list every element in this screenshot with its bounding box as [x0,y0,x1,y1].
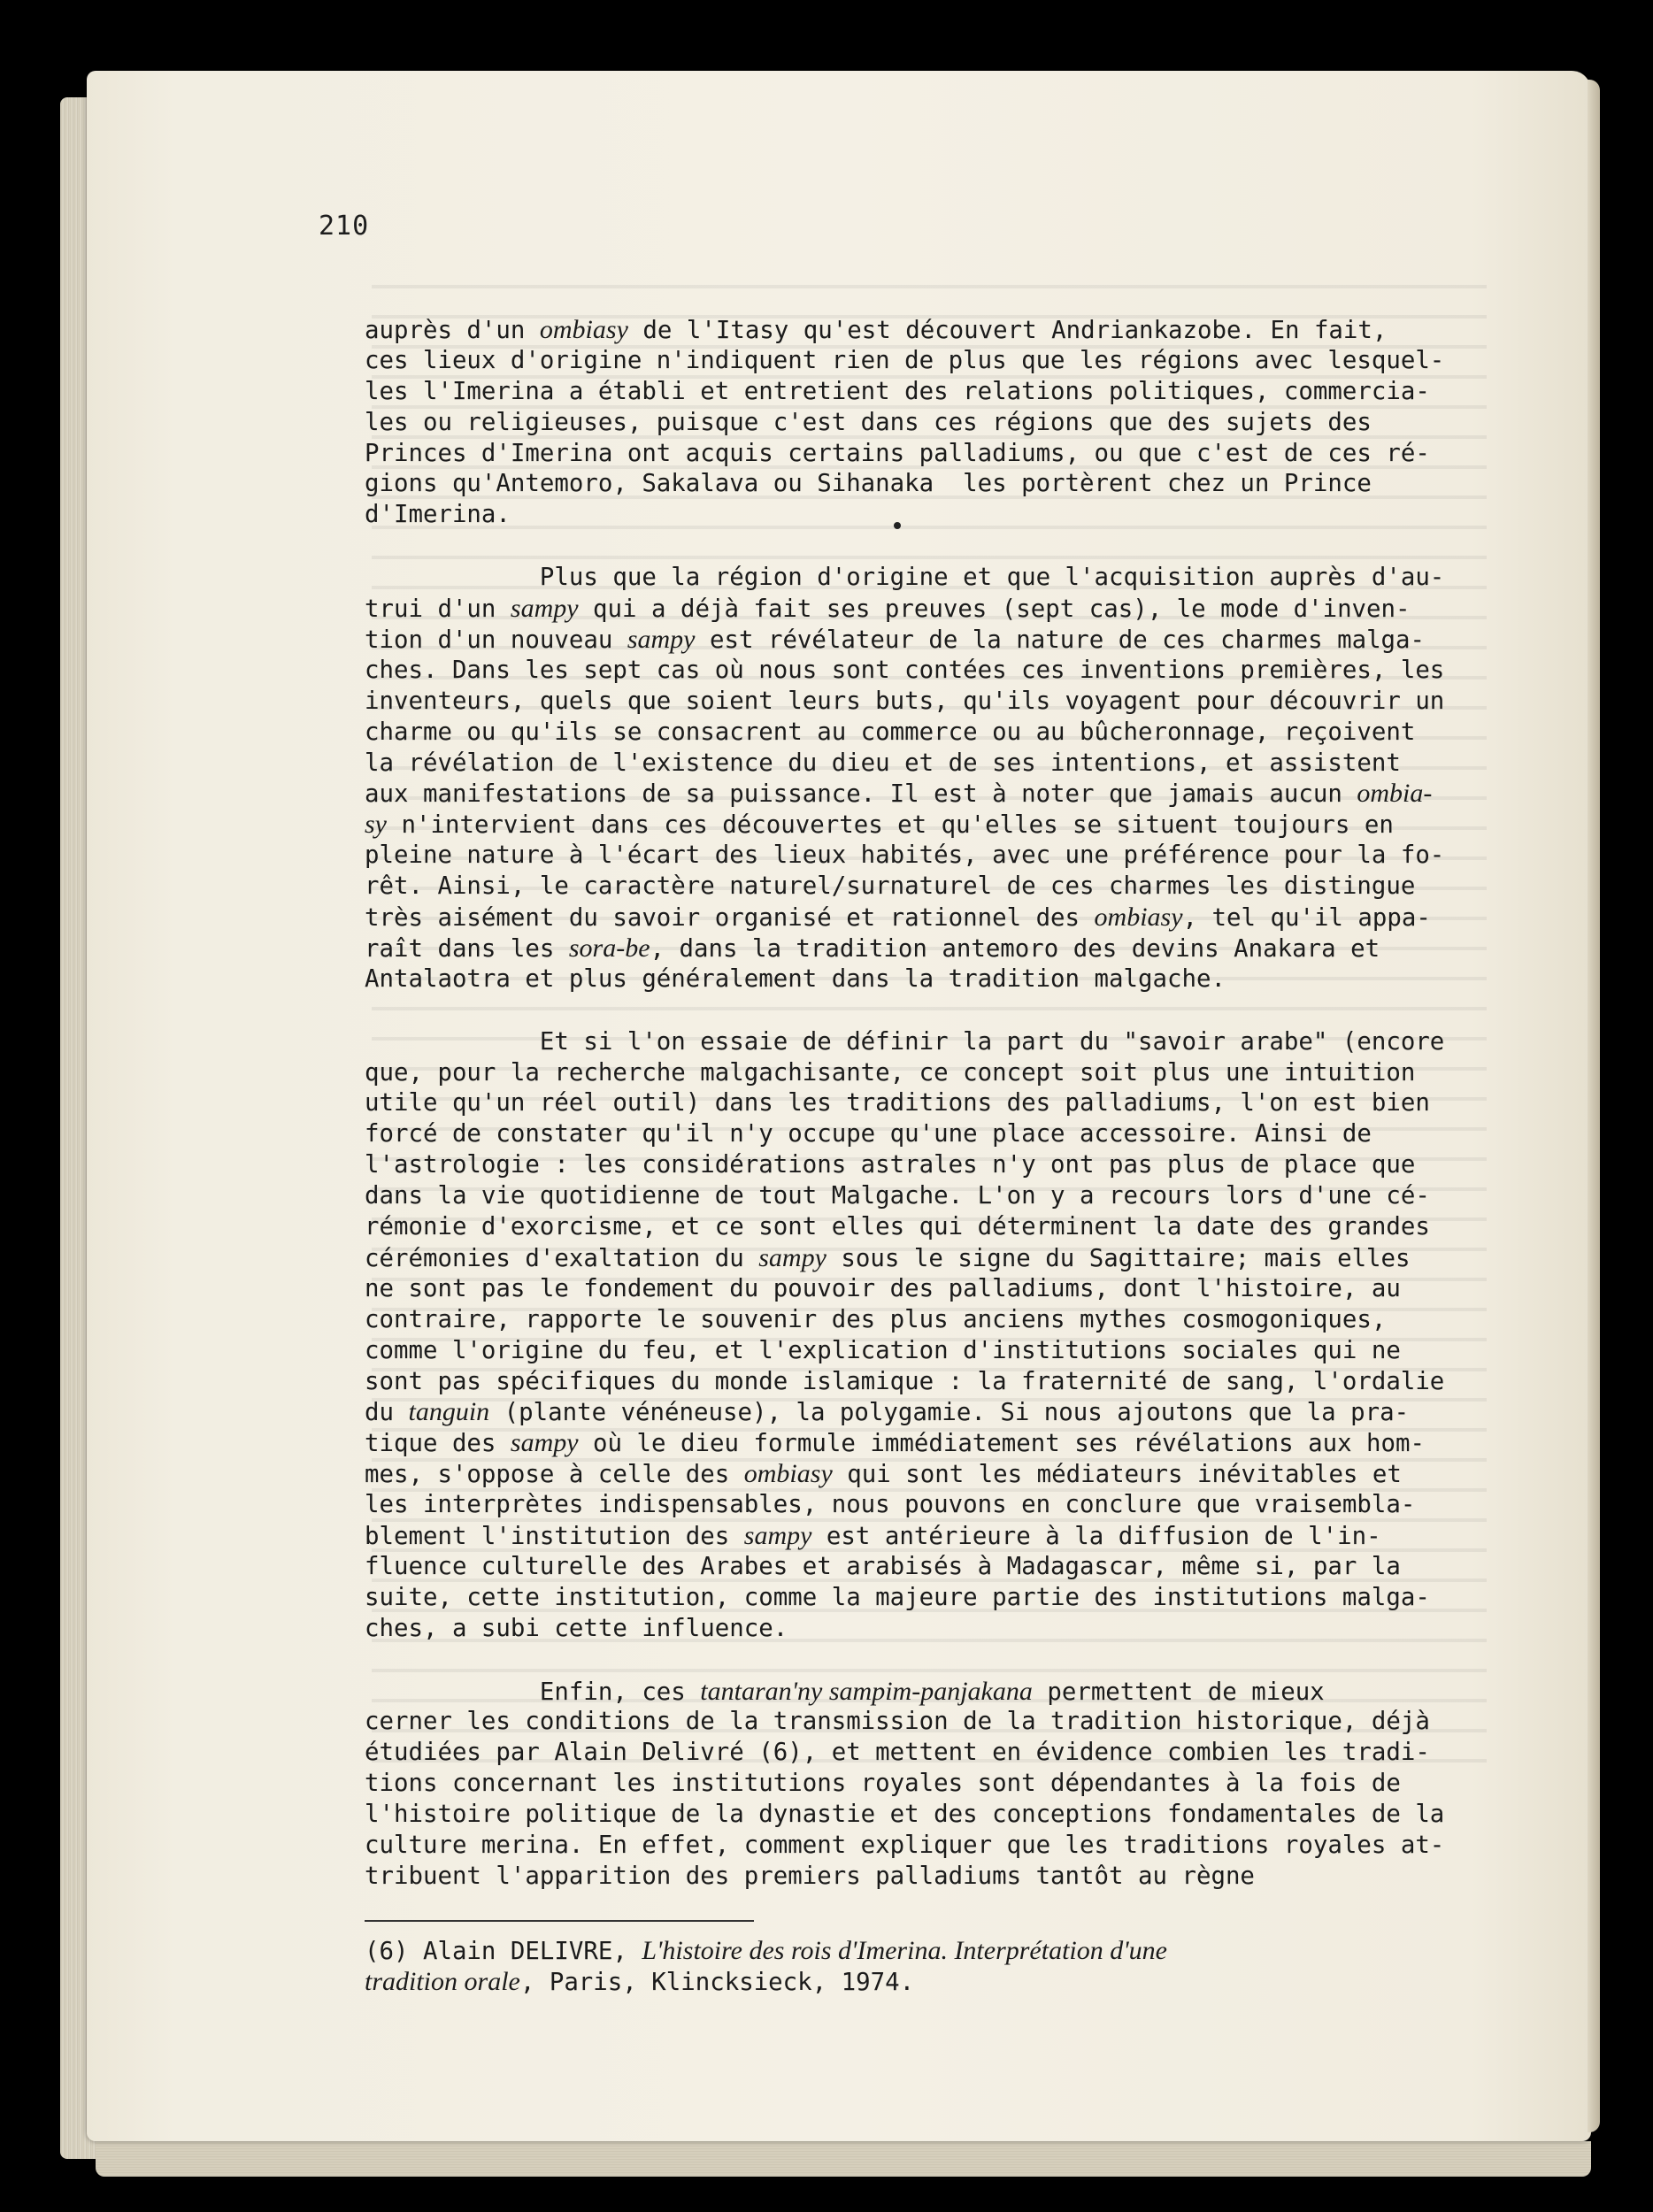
text-line [365,1800,1515,1831]
text-run: raît dans les [365,934,569,963]
text-line [365,1243,1515,1274]
italic-term: sampy [627,625,696,655]
text-run: Plus que la région d'origine et que l'acquisition auprès d'au- [365,564,1445,592]
paragraph-gap [365,531,1515,563]
text-line [365,1367,1515,1398]
text-run: (plante vénéneuse), la polygamie. Si nous ajoutons que la pra- [489,1399,1410,1427]
text-run: les ou religieuses, puisque c'est dans ces régions que des sujets des [365,408,1372,436]
text-run: comme l'origine du feu, et l'explication d'institutions sociales qui ne [365,1336,1401,1364]
text-run: rêt. Ainsi, le caractère naturel/surnaturel de ces charmes les distingue [365,872,1416,901]
text-line [365,1614,1515,1645]
italic-term: sy [365,810,387,840]
text-run: de l'Itasy qu'est découvert Andriankazobe. En fait, [627,317,1388,344]
text-line [365,1831,1515,1862]
text-line [365,1305,1515,1336]
footnote-rule [365,1920,754,1922]
text-line [365,1552,1515,1583]
text-run: ne sont pas le fondement du pouvoir des palladiums, dont l'histoire, au [365,1274,1401,1302]
paragraph-gap [365,995,1515,1027]
text-line [365,1862,1515,1893]
text-run: Enfin, ces [365,1678,701,1706]
text-run: suite, cette institution, comme la majeure partie des institutions malga- [365,1583,1430,1611]
text-run: tions concernant les institutions royales sont dépendantes à la fois de [365,1770,1401,1798]
text-run: gions qu'Antemoro, Sakalava ou Sihanaka les portèrent chez un Prince [365,470,1372,498]
page-edges-bottom [96,2141,1591,2177]
text-line [365,1967,1515,1998]
text-run: sous le signe du Sagittaire; mais elles [826,1244,1411,1272]
text-run: culture merina. En effet, comment expliquer que les traditions royales at- [365,1831,1445,1859]
text-run: cerner les conditions de la transmission de la tradition historique, déjà [365,1708,1430,1736]
italic-term: L'histoire des rois d'Imerina. Interprétation d'une [642,1936,1167,1965]
text-run: que, pour la recherche malgachisante, ce concept soit plus une intuition [365,1058,1416,1087]
text-run: Et si l'on essaie de définir la part du "savoir arabe" (encore [365,1027,1445,1056]
text-run: rémonie d'exorcisme, et ce sont elles qui déterminent la date des grandes [365,1213,1430,1241]
text-line [365,902,1515,933]
text-run: tion d'un nouveau [365,626,627,655]
paragraph [365,563,1515,995]
italic-term: sampy [510,594,579,624]
text-line [365,1212,1515,1243]
italic-term: ombiasy [743,1459,833,1489]
text-line [365,1088,1515,1119]
text-line [365,625,1515,656]
text-line [365,315,1515,346]
text-run: très aisément du savoir organisé et rationnel des [365,904,1095,933]
text-line [365,1583,1515,1614]
italic-term: sampy [510,1428,579,1458]
text-line [365,779,1515,810]
text-line [365,749,1515,780]
text-run: , Paris, Klincksieck, 1974. [519,1968,915,1996]
text-line [365,439,1515,470]
text-run: ches, a subi cette influence. [365,1614,788,1642]
text-run: qui a déjà fait ses preuves (sept cas), le mode d'inven- [578,595,1411,624]
text-line [365,933,1515,964]
text-line [365,872,1515,902]
text-run: tribuent l'apparition des premiers palladiums tantôt au règne [365,1862,1255,1890]
text-run: sont pas spécifiques du monde islamique : la fraternité de sang, l'ordalie [365,1367,1445,1395]
italic-term: sora-be [568,933,650,963]
page-curl [1588,80,1600,2132]
text-run: Antalaotra et plus généralement dans la tradition malgache. [365,964,1226,993]
paragraph [365,1677,1515,1893]
text-line [365,1769,1515,1800]
text-line [365,346,1515,377]
text-run: l'astrologie : les considérations astrales n'y ont pas plus de place que [365,1151,1416,1179]
paragraph-gap [365,1645,1515,1677]
text-run: auprès d'un [365,317,540,344]
text-line [365,1936,1515,1967]
text-line [365,1058,1515,1089]
text-line [365,1119,1515,1150]
text-run: la révélation de l'existence du dieu et de ses intentions, et assistent [365,749,1401,777]
text-run: (6) Alain DELIVRE, [365,1938,642,1965]
text-line [365,964,1515,995]
text-run: fluence culturelle des Arabes et arabisés à Madagascar, même si, par la [365,1552,1401,1580]
text-line [365,810,1515,841]
text-line [365,841,1515,872]
text-run: les interprètes indispensables, nous pouvons en conclure que vraisembla- [365,1491,1416,1519]
ink-speck [894,522,901,529]
text-run: aux manifestations de sa puissance. Il est à noter que jamais aucun [365,780,1357,809]
text-run: , tel qu'il appa- [1182,904,1431,933]
text-run: mes, s'oppose à celle des [365,1461,744,1489]
text-line [365,1459,1515,1490]
text-run: n'intervient dans ces découvertes et qu'elles se situent toujours en [387,811,1394,840]
text-line [365,1707,1515,1738]
paragraph [365,315,1515,531]
text-run: où le dieu formule immédiatement ses révélations aux hom- [578,1430,1426,1458]
text-run: contraire, rapporte le souvenir des plus anciens mythes cosmogoniques, [365,1305,1387,1333]
text-run: l'histoire politique de la dynastie et des conceptions fondamentales de la [365,1801,1445,1829]
text-run: est révélateur de la nature de ces charmes malga- [695,626,1426,655]
body-text [365,315,1515,1893]
text-run: trui d'un [365,595,511,624]
text-line [365,1150,1515,1181]
text-run: tique des [365,1430,511,1458]
text-line [365,718,1515,749]
text-line [365,1428,1515,1459]
text-line [365,656,1515,687]
italic-term: ombiasy [1094,902,1183,933]
text-run: cérémonies d'exaltation du [365,1244,759,1272]
text-run: d'Imerina. [365,501,511,529]
italic-term: sampy [743,1520,812,1550]
text-line [365,1677,1515,1708]
italic-term: tanguin [408,1397,490,1427]
text-line [365,408,1515,439]
text-run: ces lieux d'origine n'indiquent rien de plus que les régions avec lesquel- [365,346,1445,374]
text-run: ches. Dans les sept cas où nous sont contées ces inventions premières, les [365,656,1445,684]
text-line [365,500,1515,531]
footnote [365,1936,1515,1998]
text-line [365,687,1515,718]
text-run: dans la vie quotidienne de tout Malgache. L'on y a recours lors d'une cé- [365,1182,1430,1210]
text-line [365,377,1515,408]
paragraph [365,1027,1515,1645]
text-run: utile qu'un réel outil) dans les traditions des palladiums, l'on est bien [365,1089,1430,1118]
text-line [365,1490,1515,1521]
text-run: du [365,1399,409,1427]
italic-term: tantaran'ny sampim-panjakana [700,1676,1033,1706]
text-run: , dans la tradition antemoro des devins Anakara et [650,934,1380,963]
text-run: inventeurs, quels que soient leurs buts, qu'ils voyagent pour découvrir un [365,687,1445,715]
text-line [365,1521,1515,1552]
text-run: les l'Imerina a établi et entretient des relations politiques, commercia- [365,377,1430,405]
text-run: Princes d'Imerina ont acquis certains palladiums, ou que c'est de ces ré- [365,439,1430,467]
text-line [365,1336,1515,1367]
text-line [365,469,1515,500]
text-run: blement l'institution des [365,1522,744,1550]
text-line [365,563,1515,594]
text-run: pleine nature à l'écart des lieux habités, avec une préférence pour la fo- [365,841,1445,870]
text-line [365,594,1515,625]
text-run: forcé de constater qu'il n'y occupe qu'une place accessoire. Ainsi de [365,1120,1372,1148]
text-run: charme ou qu'ils se consacrent au commerce ou au bûcheronnage, reçoivent [365,718,1416,746]
text-line [365,1181,1515,1212]
italic-term: ombiasy [539,315,628,344]
page-number: 210 [319,211,370,242]
text-run: est antérieure à la diffusion de l'in- [811,1522,1381,1550]
text-run: qui sont les médiateurs inévitables et [832,1461,1402,1489]
italic-term: ombia- [1357,779,1433,809]
text-line [365,1738,1515,1769]
italic-term: sampy [758,1242,826,1272]
text-line [365,1397,1515,1428]
text-run: étudiées par Alain Delivré (6), et mettent en évidence combien les tradi- [365,1739,1430,1767]
text-line [365,1274,1515,1305]
italic-term: tradition orale [365,1966,520,1996]
text-run: permettent de mieux [1032,1678,1325,1706]
text-line [365,1027,1515,1058]
